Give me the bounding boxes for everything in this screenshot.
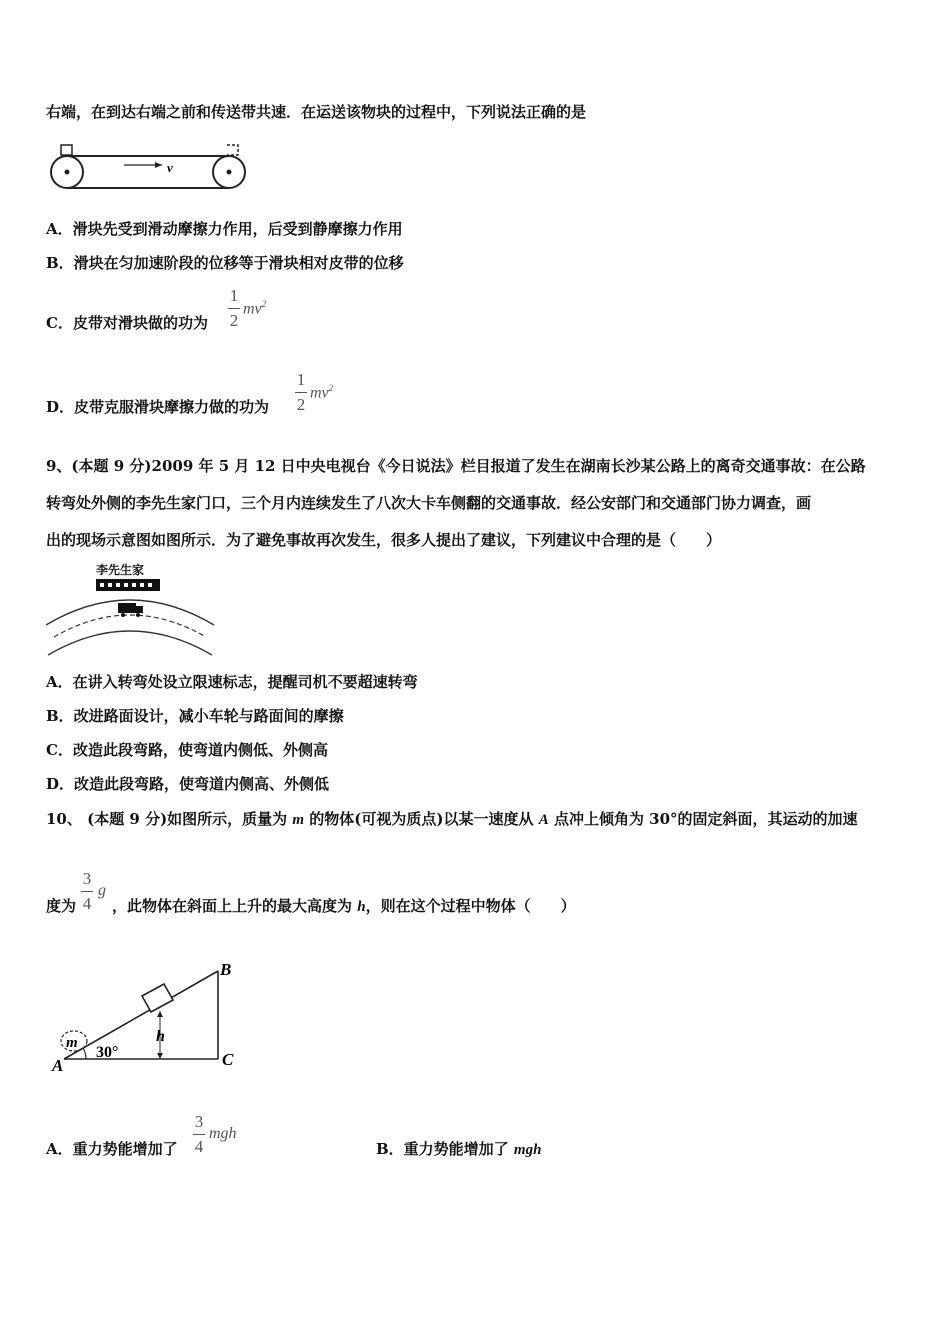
q8-option-c: C．皮带对滑块做的功为: [46, 314, 208, 332]
q9-option-d: D．改造此段弯路，使弯道内侧高、外侧低: [46, 775, 330, 793]
q8-stem-tail: 右端，在到达右端之前和传送带共速．在运送该物块的过程中，下列说法正确的是: [46, 103, 587, 121]
q9-option-c: C．改造此段弯路，使弯道内侧低、外侧高: [46, 741, 328, 759]
q9-line1: 9、(本题 9 分)2009 年 5 月 12 日中央电视台《今日说法》栏目报道了发生在湖南长沙某公路上的离奇交通事故：在公路: [46, 457, 866, 475]
road-bend-figure: [44, 577, 216, 659]
q10-line2-rest: ，此物体在斜面上上升的最大高度为 h，则在这个过程中物体（ ）: [112, 897, 576, 915]
conveyor-belt-figure: [46, 138, 250, 194]
velocity-label: v: [167, 160, 173, 175]
incline-figure: [50, 955, 250, 1075]
q9-option-b: B．改进路面设计，减小车轮与路面间的摩擦: [46, 707, 344, 725]
q10-option-a: A．重力势能增加了: [46, 1140, 178, 1158]
q9-line3: 出的现场示意图如图所示．为了避免事故再次发生，很多人提出了建议，下列建议中合理的是（ ）: [46, 531, 722, 549]
house-label: 李先生家: [96, 563, 145, 577]
q8-option-d: D．皮带克服滑块摩擦力做的功为: [46, 398, 270, 416]
q10-line1: 10、 (本题 9 分)如图所示，质量为 m 的物体(可视为质点)以某一速度从 A 点冲上倾角为 30°的固定斜面，其运动的加速: [46, 810, 858, 828]
label-C: C: [222, 1050, 234, 1069]
q10-line2-pre: 度为: [46, 897, 77, 915]
q10-option-b: B．重力势能增加了 mgh: [376, 1140, 542, 1158]
q8-option-a: A．滑块先受到滑动摩擦力作用，后受到静摩擦力作用: [46, 220, 403, 238]
label-m: m: [66, 1035, 78, 1051]
label-B: B: [220, 960, 232, 979]
label-h: h: [156, 1028, 165, 1045]
q9-option-a: A．在讲入转弯处设立限速标志，提醒司机不要超速转弯: [46, 673, 418, 691]
q9-line2: 转弯处外侧的李先生家门口，三个月内连续发生了八次大卡车侧翻的交通事故．经公安部门和交通部门协力调查，画: [46, 494, 812, 512]
q8-option-b: B．滑块在匀加速阶段的位移等于滑块相对皮带的位移: [46, 254, 404, 272]
label-angle: 30°: [96, 1044, 119, 1061]
label-A: A: [52, 1056, 64, 1075]
